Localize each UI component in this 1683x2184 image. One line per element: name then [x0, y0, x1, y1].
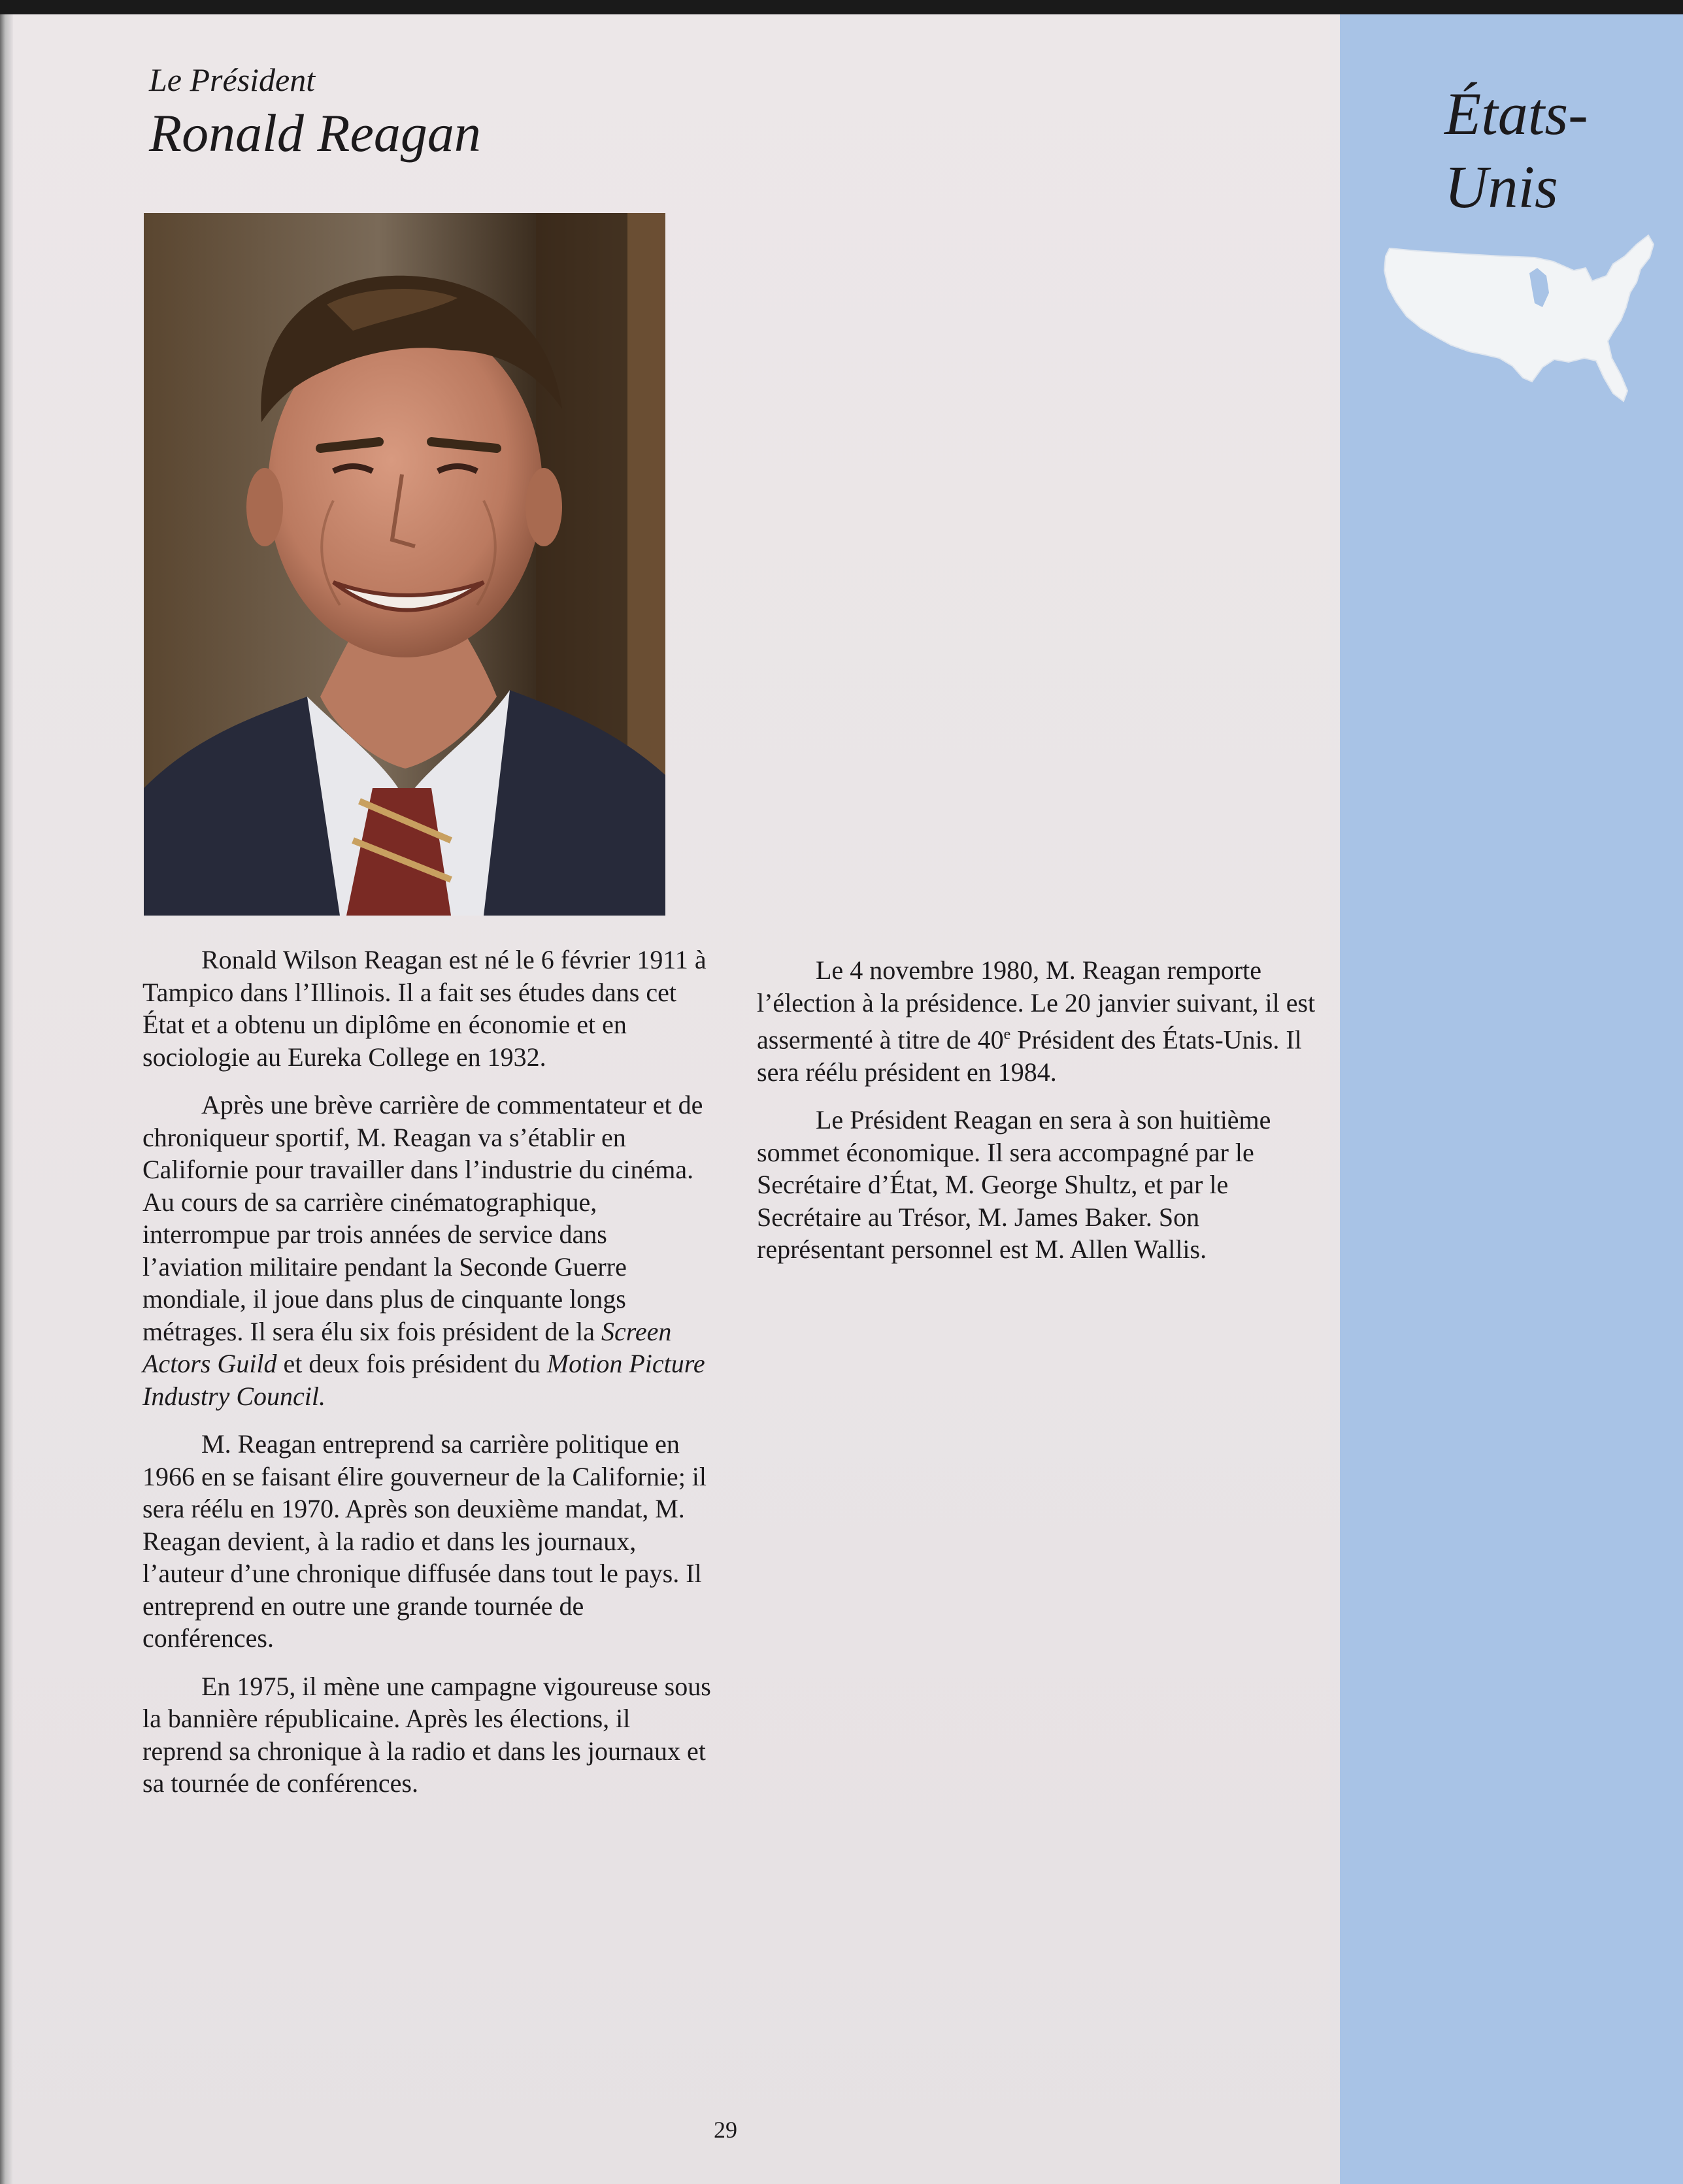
election-paragraph-text-b: Président des États-Unis. Il sera réélu président en 1984. [757, 1025, 1302, 1087]
united-states-map-icon [1378, 230, 1659, 406]
summit-paragraph: Le Président Reagan en sera à son huitième sommet économique. Il sera accompagné par le Secrétaire d’État, M. George Shultz, et par le Secrétaire au Trésor, M. James Baker. Son représentant personnel est M. Allen Wallis. [757, 1105, 1271, 1265]
biography-paragraph-1: Ronald Wilson Reagan est né le 6 février 1911 à Tampico dans l’Illinois. Il a fait ses études dans cet État et a obtenu un diplôme en économie et en sociologie au Eureka College en 1932. [142, 945, 707, 1072]
biography-paragraph-2-text-b: et deux fois président du [283, 1349, 541, 1378]
screen-actors-guild-title: Screen Actors Guild [142, 1316, 672, 1378]
left-column [142, 944, 711, 1815]
portrait-illustration [144, 213, 665, 916]
header-subtitle: Le Président [149, 61, 316, 98]
biography-paragraph-4: En 1975, il mène une campagne vigoureuse sous la bannière républicaine. Après les élections, il reprend sa chronique à la radio et dans les journaux et sa tournée de conférences. [142, 1671, 711, 1798]
president-portrait-photo [144, 213, 665, 916]
motion-picture-council-title: Motion Picture Industry Council. [142, 1349, 705, 1411]
biography-paragraph-2-text-a: Après une brève carrière de commentateur et de chroniqueur sportif, M. Reagan va s’établir en Californie pour travailler dans l’industrie du cinéma. Au cours de sa carrière cinématographique, interrompue par trois années de service dans l’aviation militaire pendant la Seconde Guerre mondiale, il joue dans plus de cinquante longs métrages. Il sera élu six fois président de la [142, 1090, 703, 1346]
biography-paragraph-2 [142, 1089, 711, 1412]
scan-left-edge [0, 14, 13, 2184]
country-title: États-Unis [1444, 80, 1588, 220]
ordinal-superscript: e [1003, 1026, 1011, 1043]
election-paragraph-text-a: Le 4 novembre 1980, M. Reagan remporte l’élection à la présidence. Le 20 janvier suivant, il est assermenté à titre de 40 [757, 955, 1316, 1055]
scan-top-edge [0, 0, 1683, 14]
right-column [757, 954, 1316, 1282]
election-paragraph [757, 954, 1316, 1088]
biography-paragraph-3: M. Reagan entreprend sa carrière politique en 1966 en se faisant élire gouverneur de la Californie; il sera réélu en 1970. Après son deuxième mandat, M. Reagan devient, à la radio et dans les journaux, l’auteur d’une chronique diffusée dans tout le pays. Il entreprend en outre une grande tournée de conférences. [142, 1429, 707, 1653]
president-name: Ronald Reagan [149, 103, 481, 163]
page-number: 29 [714, 2117, 737, 2143]
